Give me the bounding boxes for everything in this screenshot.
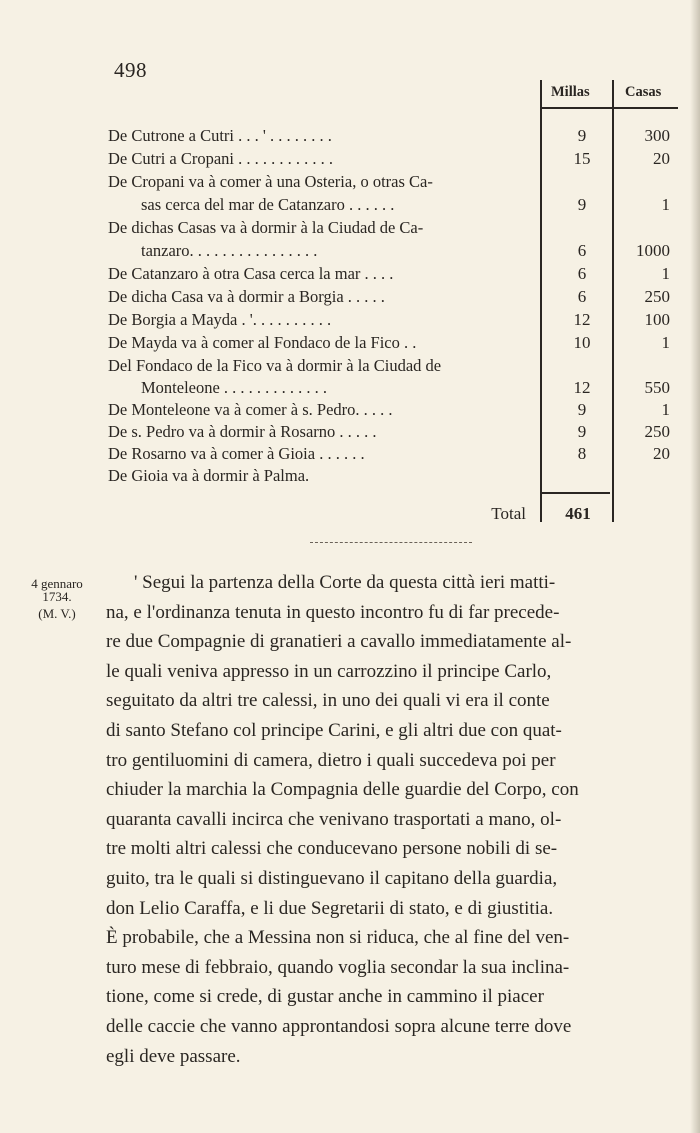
- margin-note-day: 4 gennaro: [31, 576, 83, 591]
- total-label: Total: [491, 504, 526, 523]
- margin-note-year: 1734.: [42, 589, 72, 604]
- section-separator: [310, 542, 472, 543]
- table-total-rule: [542, 492, 610, 494]
- row-casas: 300: [644, 126, 670, 145]
- total-value: 461: [565, 504, 591, 523]
- paragraph-line: delle caccie che vanno approntandosi sopra alcune terre dove: [106, 1016, 572, 1037]
- row-millas: 6: [577, 287, 587, 306]
- row-description: Del Fondaco de la Fico va à dormir à la Ciudad de: [108, 356, 442, 375]
- row-casas: 250: [644, 422, 670, 441]
- row-description: De s. Pedro va à dormir à Rosarno . . . . .: [108, 422, 377, 441]
- paragraph-line: chiuder la marchia la Compagnia delle guardie del Corpo, con: [106, 779, 579, 801]
- row-description: De Mayda va à comer al Fondaco de la Fico . .: [108, 333, 417, 352]
- row-millas: 12: [573, 378, 591, 397]
- page-number: 498: [114, 58, 147, 82]
- row-millas: 8: [577, 444, 587, 463]
- row-description: De Cutrone a Cutri . . . ' . . . . . . . .: [108, 126, 332, 145]
- paragraph-line: seguitato da altri tre calessi, in uno dei quali vi era il conte: [106, 690, 550, 712]
- table-header-underline: [542, 107, 678, 109]
- row-millas: 10: [573, 333, 591, 352]
- row-description: De Rosarno va à comer à Gioia . . . . . .: [108, 444, 365, 463]
- paragraph-line: na, e l'ordinanza tenuta in questo incontro fu di far precede-: [106, 601, 560, 623]
- page-edge-shadow: [690, 0, 700, 1133]
- row-casas: 1: [661, 195, 670, 214]
- paragraph-line: egli deve passare.: [106, 1045, 241, 1067]
- row-description: De Gioia va à dormir à Palma.: [108, 466, 310, 485]
- row-millas: 6: [577, 264, 587, 283]
- row-casas: 1000: [636, 241, 670, 260]
- column-header-millas: Millas: [551, 84, 590, 100]
- paragraph-line: turo mese di febbraio, quando voglia secondar la sua inclina-: [106, 956, 570, 978]
- paragraph-line: don Lelio Caraffa, e li due Segretarii di stato, e di giustitia.: [106, 897, 554, 919]
- row-description: De Cropani va à comer à una Osteria, o otras Ca-: [108, 172, 433, 191]
- column-header-casas: Casas: [625, 84, 662, 100]
- paragraph-line: quaranta cavalli incirca che venivano trasportati a mano, ol-: [106, 808, 562, 830]
- row-millas: 9: [577, 126, 587, 145]
- row-description: De Cutri a Cropani . . . . . . . . . . . .: [108, 149, 334, 168]
- row-millas: 9: [577, 422, 587, 441]
- paragraph-line: le quali veniva appresso in un carrozzino il principe Carlo,: [106, 660, 552, 682]
- row-description: De Monteleone va à comer à s. Pedro. . . . .: [108, 400, 393, 419]
- row-description: De dicha Casa va à dormir a Borgia . . . . .: [108, 287, 385, 306]
- row-casas: 20: [653, 444, 670, 463]
- row-description: De Catanzaro à otra Casa cerca la mar . . . .: [108, 264, 394, 283]
- row-description: tanzaro. . . . . . . . . . . . . . . .: [141, 241, 318, 260]
- paragraph-line: re due Compagnie di granatieri a cavallo immediatamente al-: [106, 631, 572, 653]
- row-casas: 250: [644, 287, 670, 306]
- margin-note-date: [16, 577, 98, 620]
- paragraph-line: guito, tra le quali si distinguevano il capitano della guardia,: [106, 868, 558, 889]
- table-rule-left: [540, 80, 542, 522]
- row-casas: 100: [644, 310, 670, 329]
- table-rule-middle: [612, 80, 614, 522]
- row-casas: 1: [661, 333, 670, 352]
- paragraph-line: di santo Stefano col principe Carini, e gli altri due con quat-: [106, 720, 562, 741]
- row-description: De dichas Casas va à dormir à la Ciudad de Ca-: [108, 218, 424, 237]
- row-millas: 12: [573, 310, 591, 329]
- paragraph-line: ' Segui la partenza della Corte da questa città ieri matti-: [134, 572, 556, 593]
- row-millas: 9: [577, 400, 587, 419]
- row-millas: 15: [573, 149, 591, 168]
- row-casas: 1: [661, 264, 670, 283]
- row-millas: 9: [577, 195, 587, 214]
- row-description: sas cerca del mar de Catanzaro . . . . . .: [141, 195, 395, 214]
- row-casas: 20: [653, 149, 670, 168]
- paragraph-line: È probabile, che a Messina non si riduca, che al fine del ven-: [106, 927, 570, 949]
- row-millas: 6: [577, 241, 587, 260]
- row-description: Monteleone . . . . . . . . . . . . .: [141, 378, 328, 397]
- paragraph-line: tione, come si crede, di gustar anche in cammino il piacer: [106, 986, 544, 1008]
- paragraph-line: tro gentiluomini di camera, dietro i quali succedeva poi per: [106, 749, 556, 771]
- margin-note-style: (M. V.): [38, 606, 76, 621]
- row-casas: 1: [661, 400, 670, 419]
- row-casas: 550: [644, 378, 670, 397]
- row-description: De Borgia a Mayda . '. . . . . . . . . .: [108, 310, 332, 329]
- paragraph-line: tre molti altri calessi che conducevano persone nobili di se-: [106, 838, 558, 860]
